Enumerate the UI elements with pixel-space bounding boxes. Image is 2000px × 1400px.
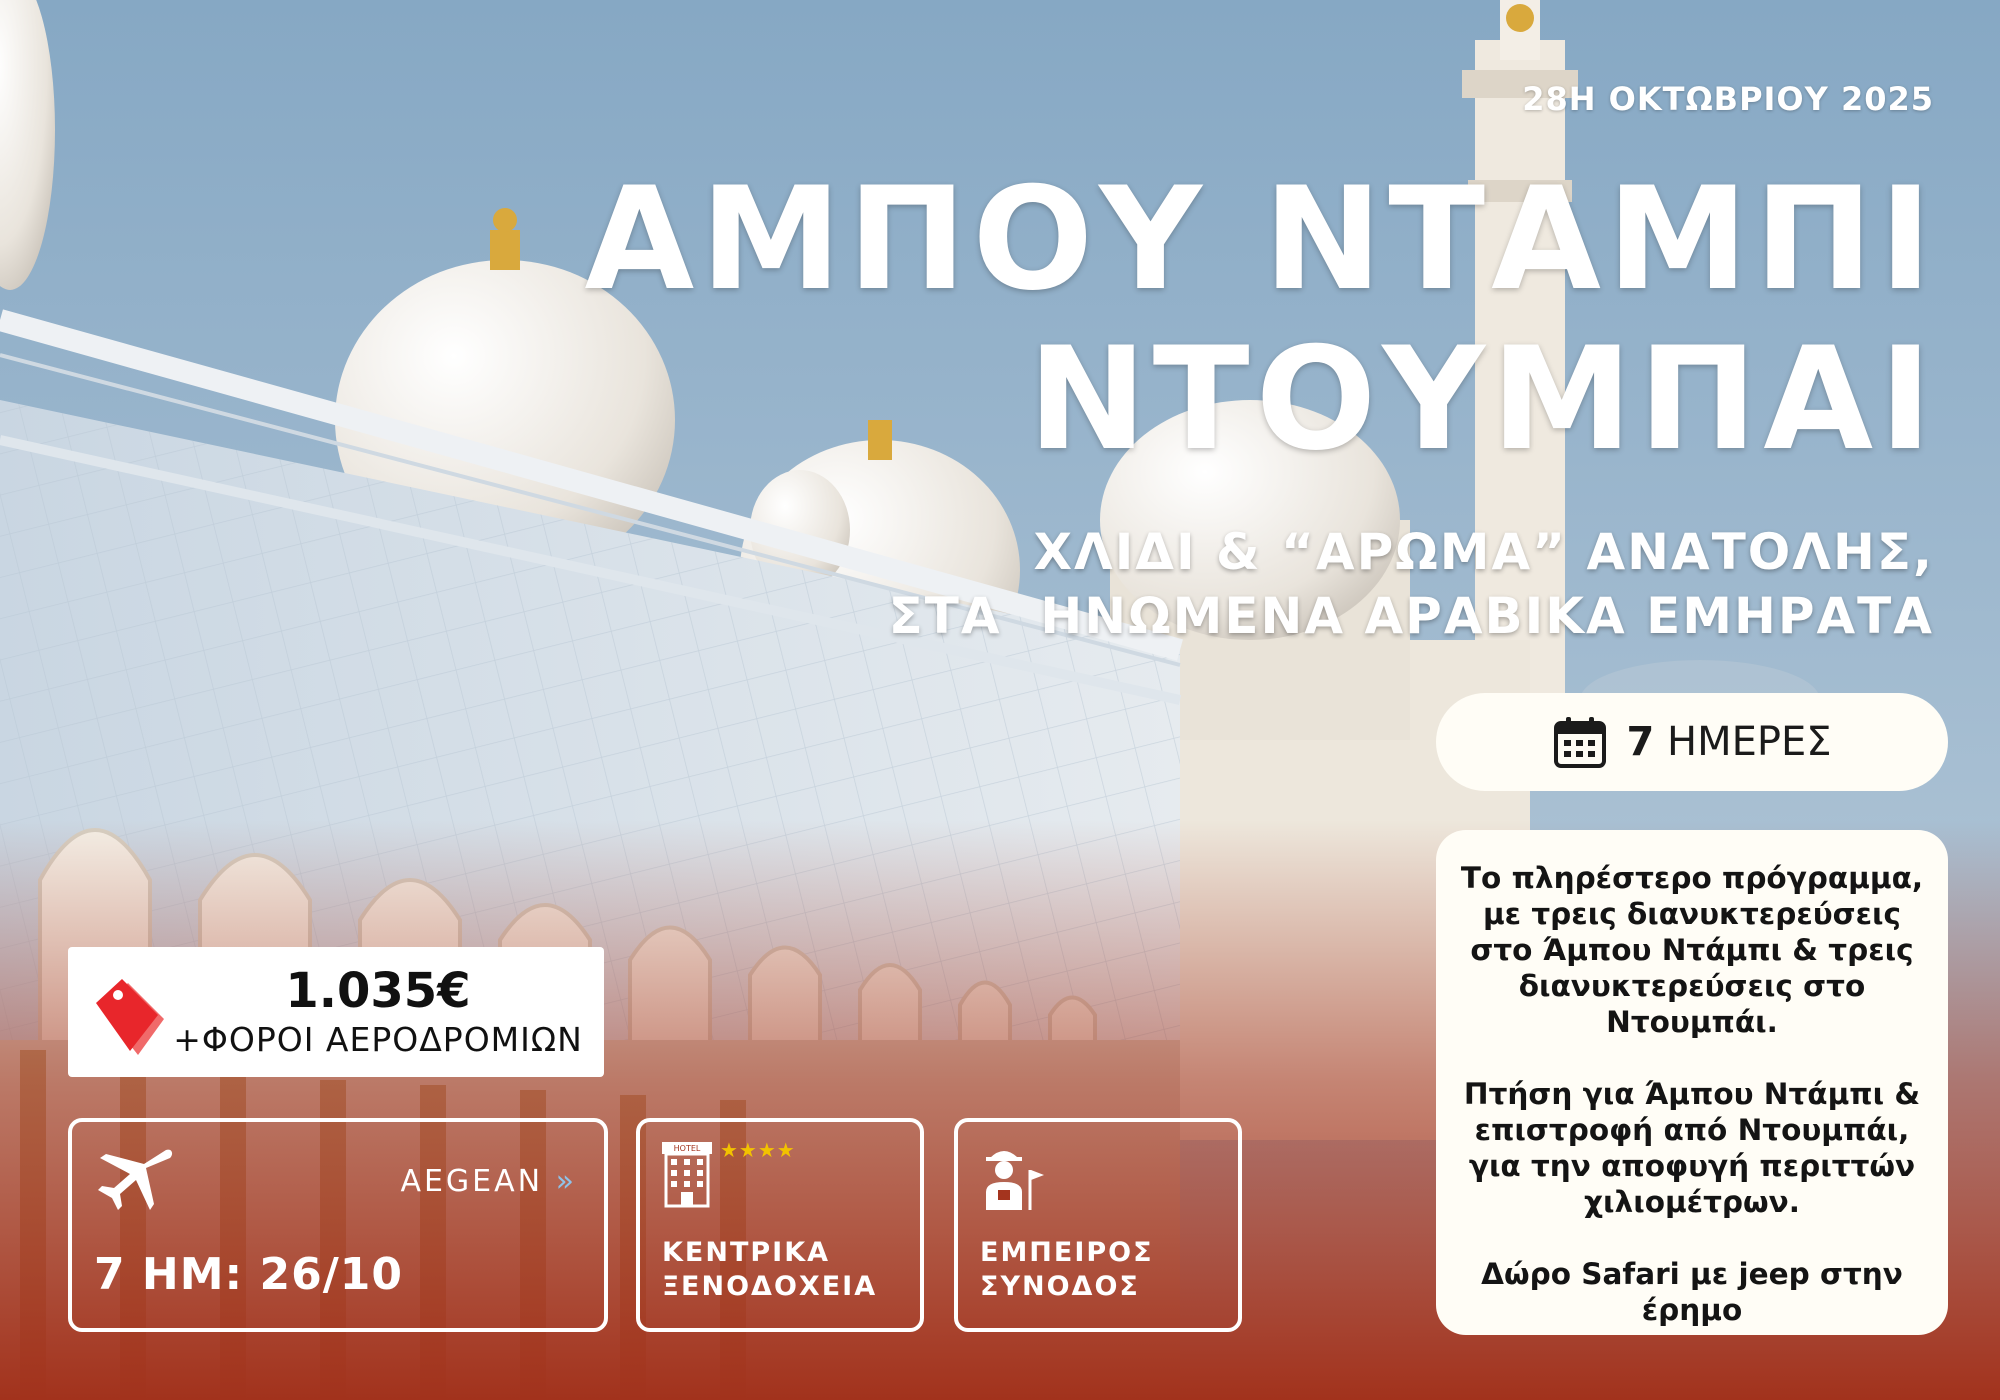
duration-badge [1436, 693, 1948, 791]
tour-guide-icon [978, 1140, 1048, 1212]
info-paragraph-3: Δώρο Safari με jeep στην έρημο [1481, 1257, 1903, 1327]
title-line-2: ΝΤΟΥΜΠΑΙ [1027, 317, 1938, 482]
guide-card [954, 1118, 1242, 1332]
airline-mark: » [555, 1164, 574, 1199]
price-note: +ΦΟΡΟΙ ΑΕΡΟΔΡΟΜΙΩΝ [173, 1020, 583, 1059]
program-info-panel [1436, 830, 1948, 1335]
guide-label [980, 1236, 1154, 1304]
airplane-icon [92, 1144, 174, 1214]
title-line-1: ΑΜΠΟΥ ΝΤΑΜΠΙ [584, 157, 1938, 322]
hotel-icon-text: HOTEL [673, 1144, 701, 1153]
subtitle-line-1: ΧΛΙΔΙ & “ΑΡΩΜΑ” ΑΝΑΤΟΛΗΣ, [1033, 523, 1934, 581]
duration-unit: ΗΜΕΡΕΣ [1667, 719, 1832, 765]
hotel-label-line-1: ΚΕΝΤΡΙΚΑ [662, 1237, 831, 1268]
hotel-stars: ★★★★ [720, 1138, 796, 1162]
subtitle [634, 520, 1934, 648]
price-tag-icon [90, 977, 168, 1057]
flight-card [68, 1118, 608, 1332]
duration-number: 7 [1626, 719, 1655, 765]
trip-dates: 7 ΗΜ: 26/10 [94, 1249, 403, 1300]
hotel-icon [660, 1140, 714, 1208]
info-paragraph-1: Το πληρέστερο πρόγραμμα, με τρεις διανυκτερεύσεις στο Άμπου Ντάμπι & τρεις διανυκτερεύσεις στο Ντουμπάι. [1460, 861, 1924, 1039]
price-box [68, 947, 604, 1077]
hotel-label [662, 1236, 877, 1304]
info-paragraph-2: Πτήση για Άμπου Ντάμπι & επιστροφή από Ντουμπάι, για την αποφυγή περιττών χιλιομέτρων. [1463, 1077, 1921, 1219]
guide-label-line-2: ΣΥΝΟΔΟΣ [980, 1271, 1140, 1302]
airline-logo [400, 1164, 574, 1199]
departure-date: 28Η ΟΚΤΩΒΡΙΟΥ 2025 [1522, 80, 1934, 118]
calendar-icon [1552, 714, 1608, 770]
guide-label-line-1: ΕΜΠΕΙΡΟΣ [980, 1237, 1154, 1268]
price-amount: 1.035€ [285, 963, 471, 1019]
subtitle-line-2: ΣΤΑ ΗΝΩΜΕΝΑ ΑΡΑΒΙΚΑ ΕΜΗΡΑΤΑ [888, 587, 1934, 645]
hotel-label-line-2: ΞΕΝΟΔΟΧΕΙΑ [662, 1271, 878, 1302]
page-title [338, 157, 1938, 482]
hotel-card [636, 1118, 924, 1332]
airline-name: AEGEAN [400, 1164, 544, 1199]
